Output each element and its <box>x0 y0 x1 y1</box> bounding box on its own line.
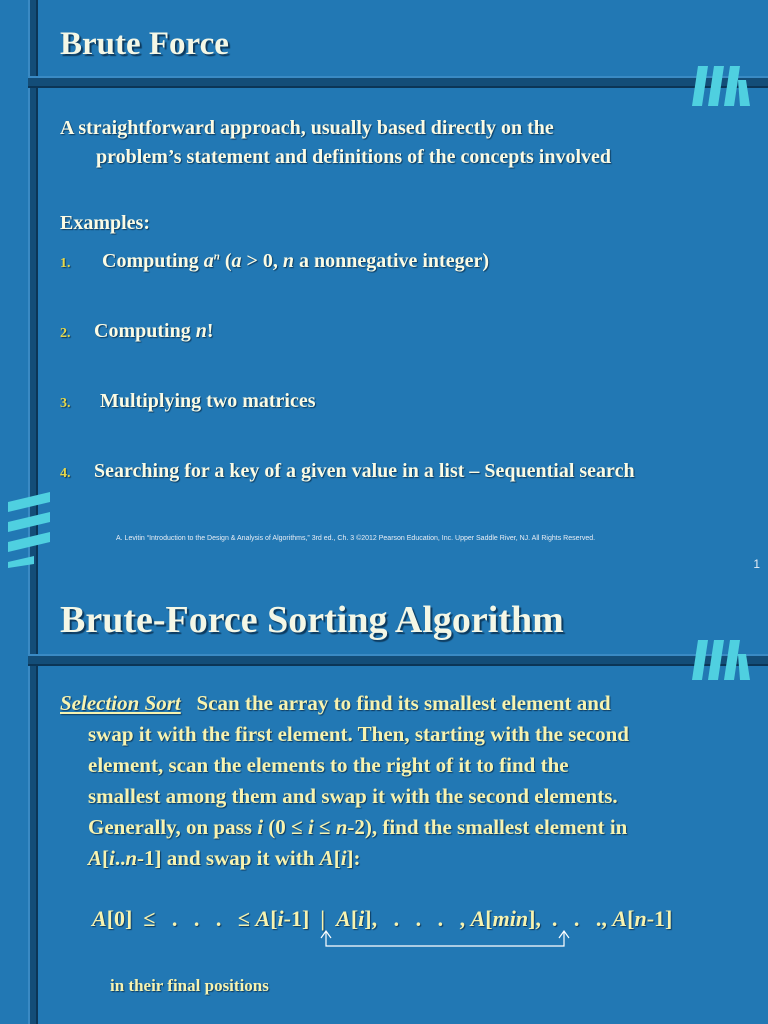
examples-label: Examples: <box>60 212 150 234</box>
frame-horizontal-bar <box>28 76 768 88</box>
slide-title: Brute-Force Sorting Algorithm <box>60 599 564 641</box>
list-item: 1. Computing $a^n$ (a > 0, n a nonnegative integer) <box>60 250 490 272</box>
stripes-logo-icon <box>688 60 758 108</box>
list-item: 4. Searching for a key of a given value in a list – Sequential search <box>60 460 635 482</box>
frame-vertical-bar <box>28 578 38 1024</box>
stripes-logo-icon <box>688 634 758 682</box>
list-number: 1. <box>60 256 71 271</box>
slide-title: Brute Force <box>60 26 229 62</box>
intro-line-2: problem’s statement and definitions of the concepts involved <box>96 146 611 168</box>
swap-arrow-icon <box>316 928 576 952</box>
array-formula: A[0] ≤ . . . ≤ A[i-1] | A[i], . . . , A[min], . . ., A[n-1] <box>92 906 673 931</box>
list-number: 3. <box>60 396 71 411</box>
stripes-side-icon <box>4 490 54 568</box>
intro-line-1: A straightforward approach, usually based directly on the <box>60 117 554 139</box>
citation-text: A. Levitin “Introduction to the Design & Analysis of Algorithms,” 3rd ed., Ch. 3 ©2012 Pearson Education, Inc. Upper Saddle River, NJ. All Rights Reserved. <box>116 535 596 542</box>
intro-paragraph <box>60 114 750 172</box>
final-positions-label: in their final positions <box>110 976 269 995</box>
frame-horizontal-bar <box>28 654 768 666</box>
selection-sort-paragraph: Selection Sort Scan the array to find its smallest element and swap it with the first element. Then, starting with the second element, scan the elements to the right of it to find the smallest among them and swap it with the second elements. Generally, on pass i (0 ≤ i ≤ n-2), find the smallest element in A[i..n-1] and swap it with A[i]: <box>60 691 629 870</box>
list-item: 2. Computing n! <box>60 320 214 342</box>
list-number: 4. <box>60 466 71 481</box>
page-number: 1 <box>753 557 760 571</box>
slide-selection-sort <box>0 578 768 1024</box>
term-selection-sort: Selection Sort <box>60 691 181 715</box>
list-number: 2. <box>60 326 71 341</box>
list-item: 3. Multiplying two matrices <box>60 390 316 412</box>
